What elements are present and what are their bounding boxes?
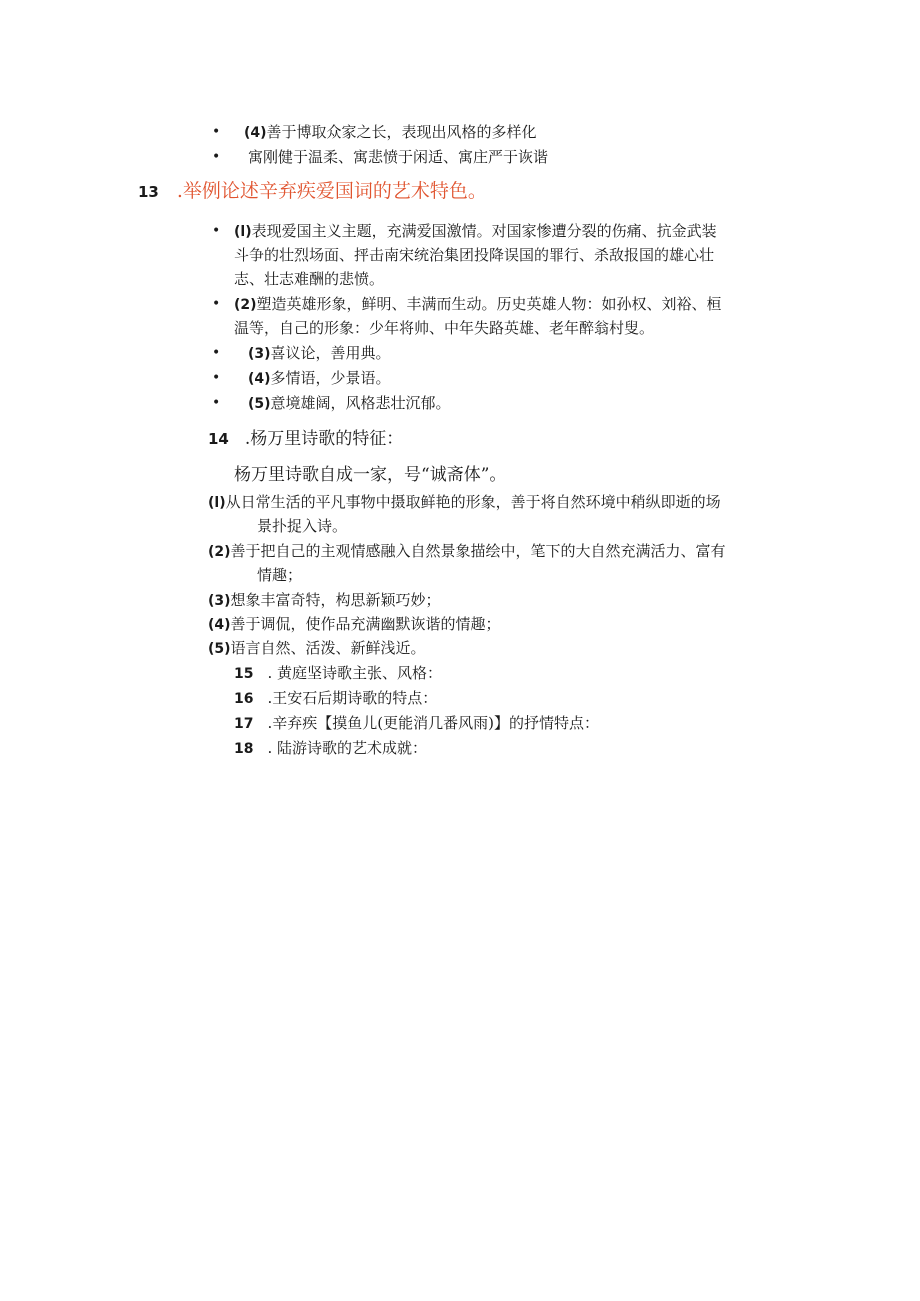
- question-15: [234, 661, 442, 686]
- list-item: [208, 588, 441, 613]
- question-dot: .: [244, 429, 251, 449]
- list-item: [248, 391, 451, 416]
- bullet-marker: •: [212, 124, 221, 140]
- question-17: [234, 711, 599, 736]
- item-number: (2): [208, 544, 231, 560]
- item-number: (l): [234, 224, 252, 240]
- item-text-line: 善于把自己的主观情感融入自然景象描绘中，笔下的大自然充满活力、富有: [230, 542, 726, 560]
- item-text-line: 意境雄阔，风格悲壮沉郁。: [270, 394, 451, 412]
- item-text-line: 温等，自己的形象：少年将帅、中年失路英雄、老年醉翁村叟。: [234, 319, 655, 337]
- item-text-line: 斗争的壮烈场面、抨击南宋统治集团投降误国的罪行、杀敌报国的雄心壮: [234, 246, 715, 264]
- question-number: 14: [208, 430, 229, 448]
- question-13-heading: [138, 177, 487, 206]
- question-14-heading: [208, 426, 403, 452]
- bullet-marker: •: [212, 149, 221, 165]
- list-item: [248, 366, 391, 391]
- item-text-line: 语言自然、活泼、新鲜浅近。: [230, 639, 426, 657]
- question-text: 举例论述辛弃疾爱国词的艺术特色。: [182, 180, 487, 202]
- item-text-line: 景扑捉入诗。: [257, 517, 348, 535]
- question-text: . 陆游诗歌的艺术成就：: [267, 739, 428, 757]
- bullet-marker: •: [212, 296, 221, 312]
- list-item: [244, 120, 537, 145]
- question-dot: .: [176, 180, 183, 202]
- item-number: (4): [208, 617, 231, 633]
- question-18: [234, 736, 427, 761]
- item-number: (2): [234, 297, 257, 313]
- item-text-line: 善于调侃，使作品充满幽默诙谐的情趣；: [230, 615, 501, 633]
- item-text-line: 从日常生活的平凡事物中摄取鲜艳的形象，善于将自然环境中稍纵即逝的场: [225, 493, 721, 511]
- bullet-marker: •: [212, 345, 221, 361]
- question-number: 18: [234, 741, 254, 757]
- question-text: . 黄庭坚诗歌主张、风格：: [267, 664, 443, 682]
- item-text: 寓刚健于温柔、寓悲愤于闲适、寓庄严于诙谐: [248, 148, 549, 166]
- bullet-marker: •: [212, 395, 221, 411]
- list-item: [248, 341, 391, 366]
- item-number: (4): [244, 125, 267, 141]
- item-number: (4): [248, 371, 271, 387]
- item-text-line: 塑造英雄形象，鲜明、丰满而生动。历史英雄人物：如孙权、刘裕、桓: [256, 295, 722, 313]
- question-number: 16: [234, 691, 254, 707]
- list-item: [208, 636, 426, 661]
- question-number: 13: [138, 183, 159, 201]
- list-item: [234, 292, 722, 317]
- item-number: (3): [248, 346, 271, 362]
- question-number: 15: [234, 666, 254, 682]
- question-14-intro: 杨万里诗歌自成一家，号“诚斋体”。: [234, 465, 507, 485]
- bullet-marker: •: [212, 370, 221, 386]
- list-item: [208, 612, 501, 637]
- item-text-line: 喜议论，善用典。: [270, 344, 391, 362]
- list-item: [248, 145, 548, 169]
- item-number: (3): [208, 593, 231, 609]
- item-number: (l): [208, 495, 226, 511]
- question-text: 杨万里诗歌的特征：: [250, 429, 404, 449]
- question-16: [234, 686, 437, 711]
- item-number: (5): [248, 396, 271, 412]
- list-item: [208, 539, 726, 564]
- question-text: .辛弃疾【摸鱼儿(更能消几番风雨)】的抒情特点：: [267, 714, 599, 732]
- list-item: [234, 219, 717, 244]
- bullet-marker: •: [212, 223, 221, 239]
- item-text-line: 多情语，少景语。: [270, 369, 391, 387]
- item-text-line: 想象丰富奇特，构思新颖巧妙；: [230, 591, 441, 609]
- question-number: 17: [234, 716, 254, 732]
- item-text-line: 表现爱国主义主题，充满爱国激情。对国家惨遭分裂的伤痛、抗金武装: [251, 222, 717, 240]
- list-item: [208, 490, 721, 515]
- item-number: (5): [208, 641, 231, 657]
- item-text: 善于博取众家之长，表现出风格的多样化: [266, 123, 537, 141]
- question-text: .王安石后期诗歌的特点：: [267, 689, 438, 707]
- item-text-line: 情趣；: [257, 566, 303, 584]
- item-text-line: 志、壮志难酬的悲愤。: [234, 270, 385, 288]
